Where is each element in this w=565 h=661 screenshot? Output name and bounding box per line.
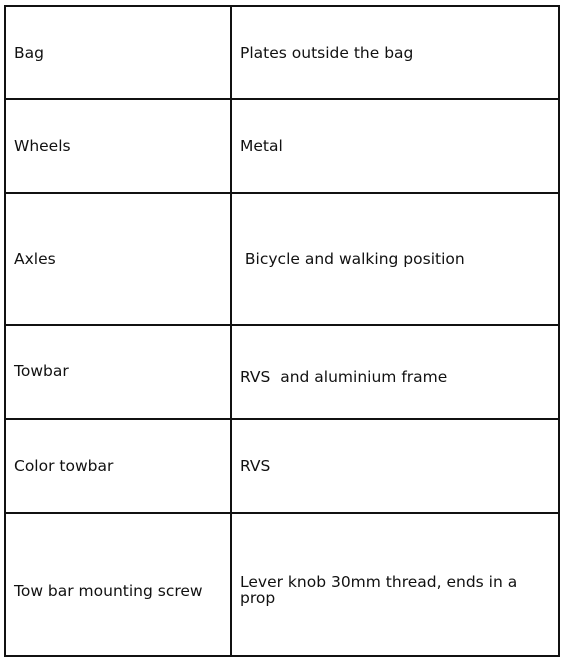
row-label: Axles [14, 250, 56, 268]
row-label: Tow bar mounting screw [14, 581, 203, 600]
table-row [5, 6, 559, 99]
row-value-cell [231, 419, 559, 513]
row-value: Metal [240, 137, 283, 155]
row-value-cell [231, 6, 559, 99]
table-row [5, 325, 559, 419]
row-label-cell [5, 6, 231, 99]
row-value: RVS and aluminium frame [240, 368, 448, 386]
row-label-cell [5, 513, 231, 656]
row-label: Bag [14, 43, 44, 62]
row-label-cell [5, 99, 231, 193]
row-label-cell [5, 325, 231, 419]
row-value: RVS [240, 457, 271, 475]
row-label-cell [5, 419, 231, 513]
row-value-cell [231, 193, 559, 325]
row-value-cell [231, 99, 559, 193]
row-value-cell [231, 325, 559, 419]
row-label-cell [5, 193, 231, 325]
table-row [5, 513, 559, 656]
row-value: Bicycle and walking position [240, 250, 465, 268]
row-value: Plates outside the bag [240, 43, 414, 62]
table-row [5, 99, 559, 193]
row-value: Lever knob 30mm thread, ends in a prop [240, 572, 518, 607]
row-value-cell [231, 513, 559, 656]
row-label: Color towbar [14, 457, 114, 475]
table-row [5, 419, 559, 513]
row-label: Towbar [14, 362, 69, 380]
table-row [5, 193, 559, 325]
spec-table [4, 5, 560, 657]
row-label: Wheels [14, 137, 71, 155]
